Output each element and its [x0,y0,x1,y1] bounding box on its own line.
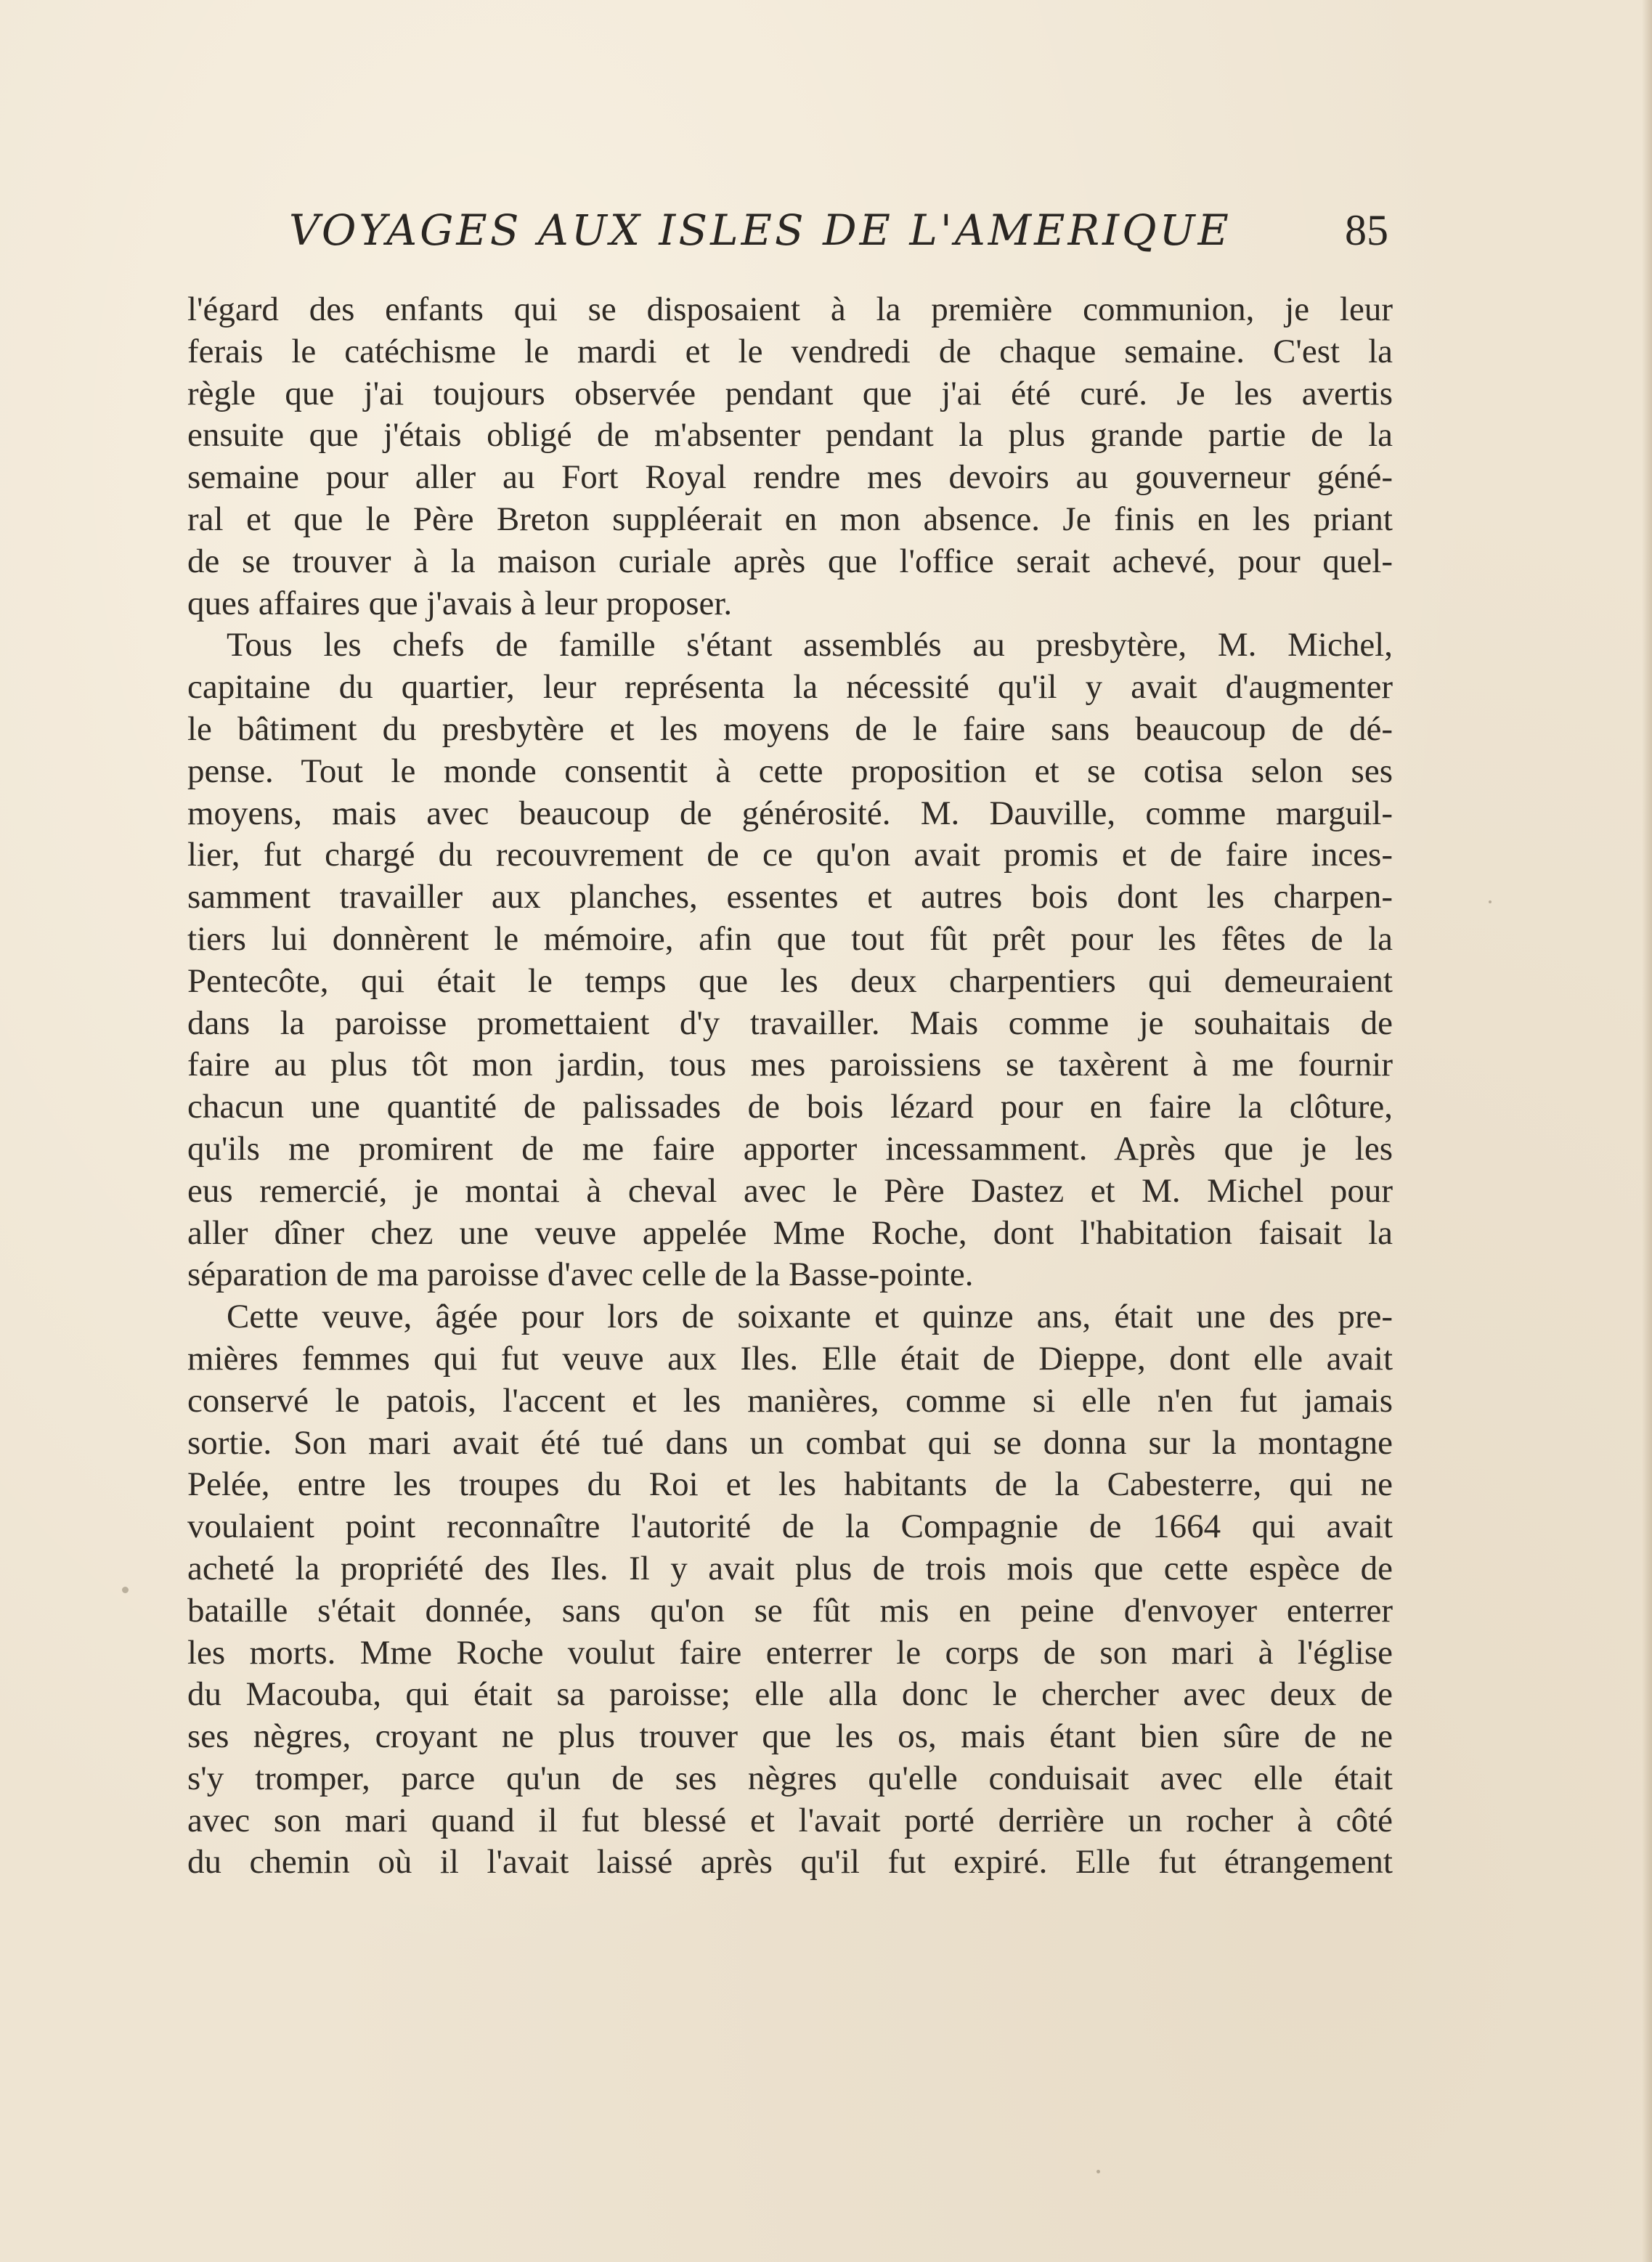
text-line: le bâtiment du presbytère et les moyens de le faire sans beaucoup de dé- [187,709,1393,748]
text-line: du chemin où il l'avait laissé après qu'il fut expiré. Elle fut étrangement [187,1843,1393,1881]
text-line: les morts. Mme Roche voulut faire enterrer le corps de son mari à l'église [187,1633,1393,1672]
text-line: avec son mari quand il fut blessé et l'avait porté derrière un rocher à côté [187,1801,1393,1839]
text-line: qu'ils me promirent de me faire apporter incessamment. Après que je les [187,1129,1393,1168]
page-edge-shadow [1642,0,1652,2262]
text-line: capitaine du quartier, leur représenta la nécessité qu'il y avait d'augmenter [187,668,1393,707]
text-line: dans la paroisse promettaient d'y travailler. Mais comme je souhaitais de [187,1004,1393,1042]
body-text [187,289,1393,1884]
running-header [0,198,1652,263]
paper-speck [122,1587,129,1593]
text-line: règle que j'ai toujours observée pendant que j'ai été curé. Je les avertis [187,374,1393,412]
text-line: Pentecôte, qui était le temps que les deux charpentiers qui demeuraient [187,961,1393,1000]
text-line: semaine pour aller au Fort Royal rendre mes devoirs au gouverneur géné- [187,458,1393,497]
text-line: sortie. Son mari avait été tué dans un combat qui se donna sur la montagne [187,1423,1393,1462]
text-line: du Macouba, qui était sa paroisse; elle alla donc le chercher avec deux de [187,1675,1393,1714]
text-line: Cette veuve, âgée pour lors de soixante et quinze ans, était une des pre- [227,1298,1393,1336]
text-line: séparation de ma paroisse d'avec celle de la Basse-pointe. [187,1256,974,1294]
text-line: aller dîner chez une veuve appelée Mme Roche, dont l'habitation faisait la [187,1213,1393,1252]
text-line: bataille s'était donnée, sans qu'on se fût mis en peine d'envoyer enterrer [187,1591,1393,1630]
text-line: l'égard des enfants qui se disposaient à la première communion, je leur [187,290,1393,328]
paper-speck [1489,900,1492,903]
text-line: Pelée, entre les troupes du Roi et les habitants de la Cabesterre, qui ne [187,1465,1393,1504]
text-line: ensuite que j'étais obligé de m'absenter pendant la plus grande partie de la [187,416,1393,455]
paper-speck [1096,2170,1100,2173]
text-line: chacun une quantité de palissades de bois lézard pour en faire la clôture, [187,1088,1393,1126]
text-line: conservé le patois, l'accent et les manières, comme si elle n'en fut jamais [187,1381,1393,1420]
text-line: pense. Tout le monde consentit à cette proposition et se cotisa selon ses [187,752,1393,790]
text-line: acheté la propriété des Iles. Il y avait plus de trois mois que cette espèce de [187,1549,1393,1587]
text-line: faire au plus tôt mon jardin, tous mes paroissiens se taxèrent à me fournir [187,1046,1393,1084]
text-line: lier, fut chargé du recouvrement de ce qu'on avait promis et de faire inces- [187,836,1393,874]
text-line: ses nègres, croyant ne plus trouver que les os, mais étant bien sûre de ne [187,1717,1393,1756]
text-line: Tous les chefs de famille s'étant assemblés au presbytère, M. Michel, [227,626,1393,664]
text-line: ques affaires que j'avais à leur proposer. [187,584,733,622]
text-line: s'y tromper, parce qu'un de ses nègres qu'elle conduisait avec elle était [187,1759,1393,1797]
text-line: eus remercié, je montai à cheval avec le Père Dastez et M. Michel pour [187,1171,1393,1210]
text-line: ral et que le Père Breton suppléerait en mon absence. Je finis en les priant [187,500,1393,538]
text-line: ferais le catéchisme le mardi et le vendredi de chaque semaine. C'est la [187,332,1393,370]
text-line: samment travailler aux planches, essentes et autres bois dont les charpen- [187,878,1393,916]
text-line: mières femmes qui fut veuve aux Iles. Elle était de Dieppe, dont elle avait [187,1339,1393,1378]
text-line: moyens, mais avec beaucoup de générosité. M. Dauville, comme marguil- [187,794,1393,832]
running-title: VOYAGES AUX ISLES DE L'AMERIQUE [289,206,1232,255]
page-number: 85 [1345,206,1388,254]
text-line: voulaient point reconnaître l'autorité de la Compagnie de 1664 qui avait [187,1508,1393,1546]
text-line: tiers lui donnèrent le mémoire, afin que tout fût prêt pour les fêtes de la [187,919,1393,958]
text-line: de se trouver à la maison curiale après que l'office serait achevé, pour quel- [187,542,1393,580]
